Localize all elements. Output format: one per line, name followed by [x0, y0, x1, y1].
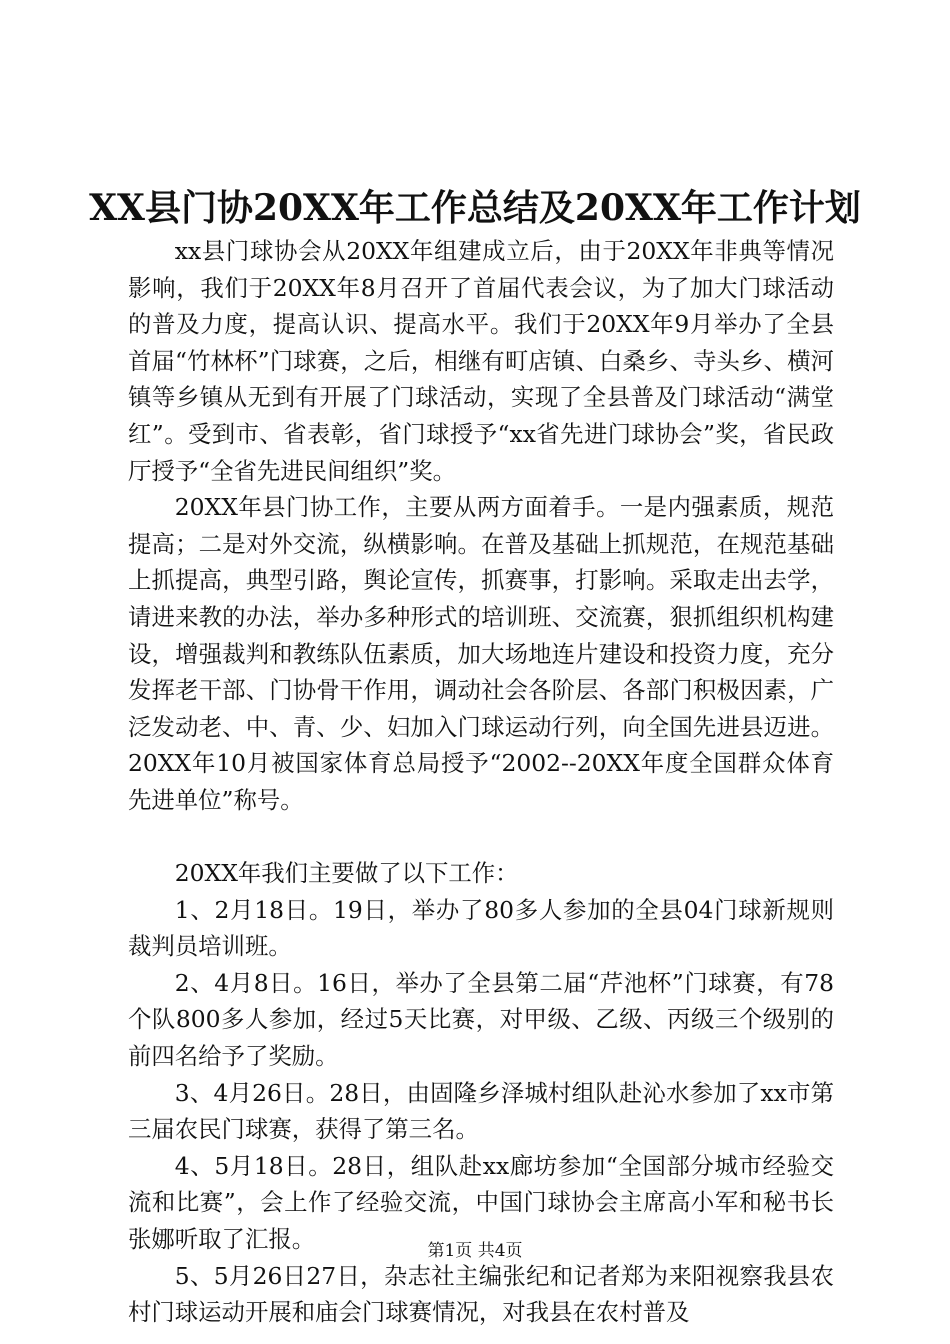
- list-item: 2、4月8日。16日，举办了全县第二届“芹池杯”门球赛，有78个队800多人参加，经过5天比赛，对甲级、乙级、丙级三个级别的前四名给予了奖励。: [128, 968, 834, 1071]
- list-item: 3、4月26日。28日，由固隆乡泽城村组队赴沁水参加了xx市第三届农民门球赛，获得了第三名。: [128, 1078, 834, 1144]
- list-item: 4、5月18日。28日，组队赴xx廊坊参加“全国部分城市经验交流和比赛”，会上作了经验交流，中国门球协会主席高小军和秘书长张娜听取了汇报。: [128, 1151, 834, 1254]
- list-item: 5、5月26日27日，杂志社主编张纪和记者郑为来阳视察我县农村门球运动开展和庙会门球赛情况，对我县在农村普及: [128, 1261, 834, 1327]
- document-title: XX县门协20XX年工作总结及20XX年工作计划: [89, 187, 861, 229]
- paragraph-summary: 20XX年县门协工作，主要从两方面着手。一是内强素质，规范提高；二是对外交流，纵横影响。在普及基础上抓规范，在规范基础上抓提高，典型引路，舆论宣传，抓赛事，打影响。采取走出去学，请进来教的办法，举办多种形式的培训班、交流赛，狠抓组织机构建设，增强裁判和教练队伍素质，加大场地连片建设和投资力度，充分发挥老干部、门协骨干作用，调动社会各阶层、各部门积极因素，广泛发动老、中、青、少、妇加入门球运动行列，向全国先进县迈进。20XX年10月被国家体育总局授予“2002--20XX年度全国群众体育先进单位”称号。: [128, 493, 834, 814]
- document-body: [128, 233, 834, 1331]
- page-number-footer: 第1页 共4页: [427, 1241, 523, 1261]
- paragraph-intro: xx县门球协会从20XX年组建成立后，由于20XX年非典等情况影响，我们于20XX年8月召开了首届代表会议，为了加大门球活动的普及力度，提高认识、提高水平。我们于20XX年9月举办了全县首届“竹林杯”门球赛，之后，相继有町店镇、白桑乡、寺头乡、横河镇等乡镇从无到有开展了门球活动，实现了全县普及门球活动“满堂红”。受到市、省表彰，省门球授予“xx省先进门球协会”奖，省民政厅授予“全省先进民间组织”奖。: [128, 237, 834, 485]
- list-item: 1、2月18日。19日，举办了80多人参加的全县04门球新规则裁判员培训班。: [128, 895, 834, 961]
- paragraph-work-heading: 20XX年我们主要做了以下工作：: [174, 859, 519, 888]
